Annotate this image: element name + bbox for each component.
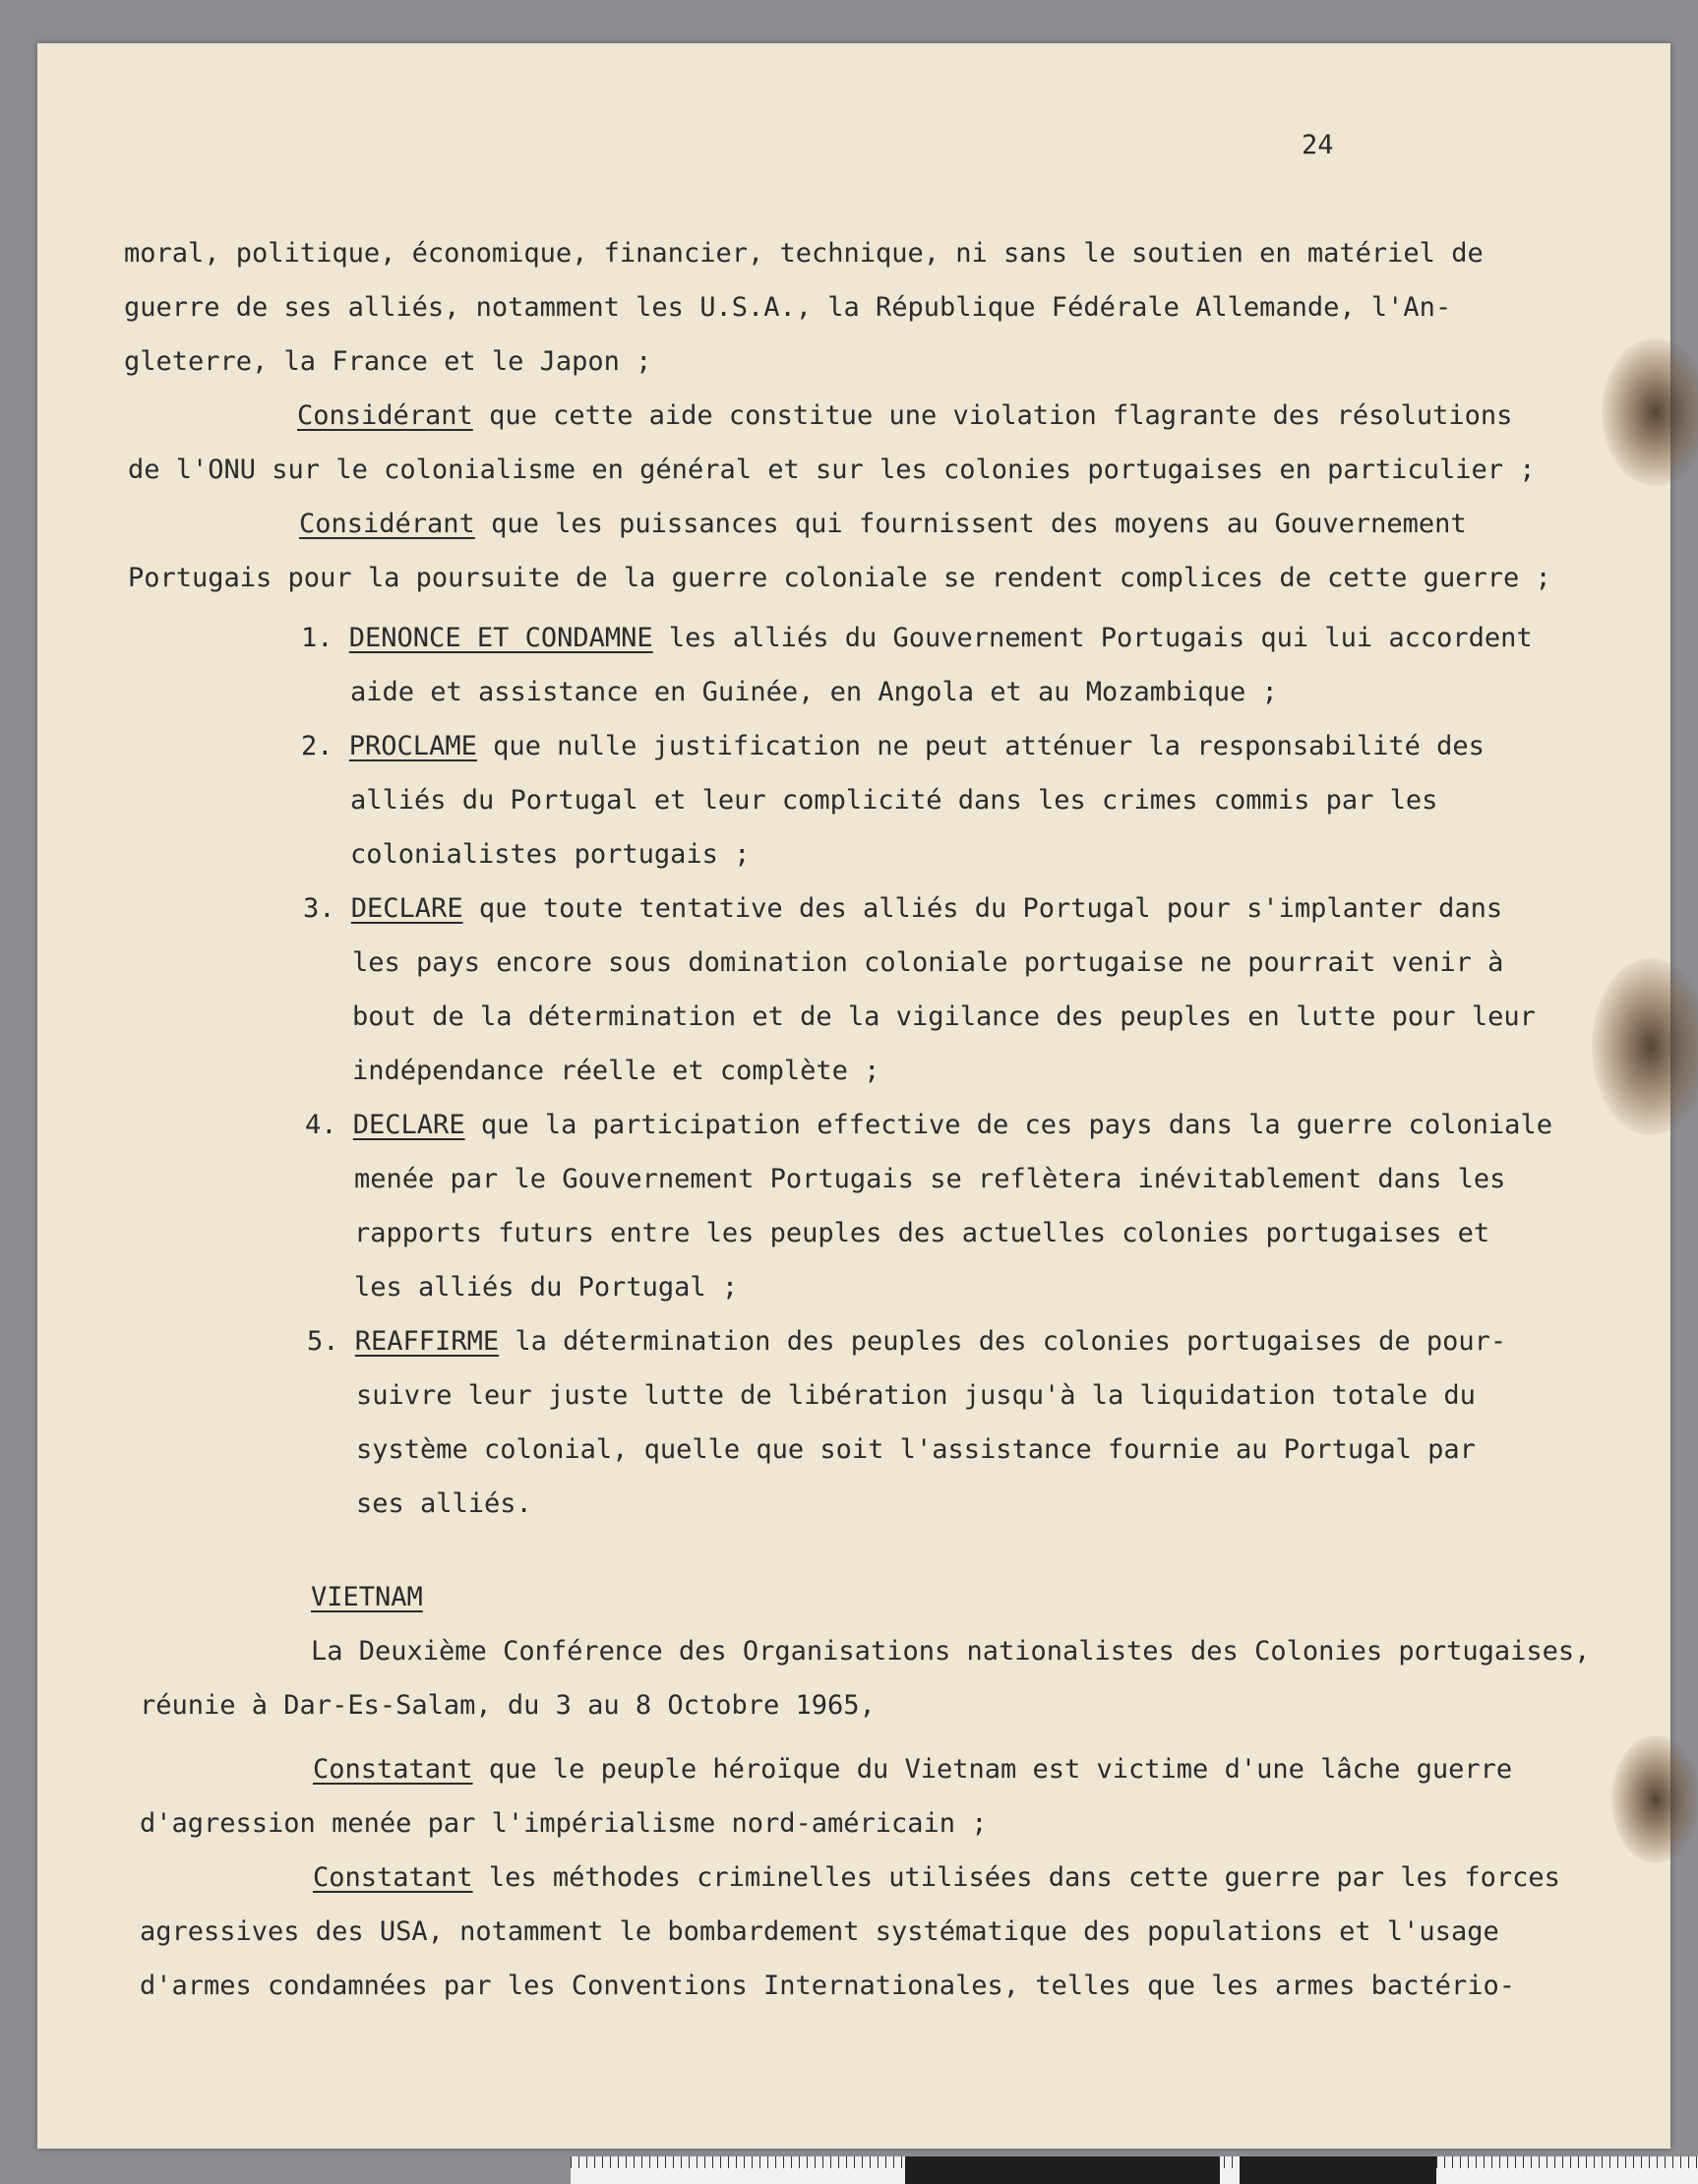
underlined-term: PROCLAME — [348, 731, 477, 761]
underlined-term: Considérant — [299, 509, 475, 539]
text-segment: système colonial, quelle que soit l'assistance fournie au Portugal par — [356, 1434, 1476, 1465]
text-segment: rapports futurs entre les peuples des actuelles colonies portugaises et — [354, 1218, 1490, 1248]
text-line — [354, 1219, 1489, 1248]
text-line — [313, 1755, 1512, 1785]
underlined-term: Considérant — [297, 400, 473, 431]
text-line — [303, 894, 1502, 924]
burn-mark — [1592, 958, 1698, 1135]
text-segment: de l'ONU sur le colonialisme en général et sur les colonies portugaises en particulier ; — [128, 455, 1536, 485]
text-line — [354, 1165, 1505, 1194]
underlined-term: DECLARE — [350, 893, 463, 924]
underlined-term: REAFFIRME — [354, 1326, 500, 1357]
text-line — [356, 1489, 532, 1519]
text-line — [350, 840, 750, 870]
text-segment: 5. — [307, 1326, 355, 1357]
text-segment: que cette aide constitue une violation flagrante des résolutions — [472, 400, 1513, 431]
ruler-segment — [905, 2156, 1220, 2184]
text-segment: moral, politique, économique, financier, technique, ni sans le soutien en matériel de — [124, 238, 1484, 269]
text-segment: que la participation effective de ces pays dans la guerre coloniale — [464, 1110, 1552, 1140]
burn-mark — [1611, 1735, 1698, 1863]
text-line — [307, 1327, 1506, 1357]
text-line — [124, 239, 1484, 269]
text-segment: réunie à Dar-Es-Salam, du 3 au 8 Octobre 1965, — [140, 1690, 876, 1721]
text-segment: que le peuple héroïque du Vietnam est victime d'une lâche guerre — [472, 1754, 1513, 1785]
text-line — [124, 347, 651, 377]
text-segment: 2. — [301, 731, 349, 761]
text-line — [301, 732, 1485, 761]
text-segment: les méthodes criminelles utilisées dans cette guerre par les forces — [472, 1862, 1560, 1893]
text-line — [140, 1972, 1515, 2001]
underlined-term: DENONCE ET CONDAMNE — [348, 623, 653, 653]
text-line — [301, 624, 1533, 653]
section-heading — [311, 1583, 423, 1612]
text-line — [352, 1002, 1536, 1032]
document-page — [37, 43, 1670, 2149]
burn-mark — [1602, 338, 1698, 486]
text-line — [124, 293, 1451, 323]
text-line — [352, 948, 1503, 978]
text-segment: 1. — [301, 623, 349, 653]
text-segment: gleterre, la France et le Japon ; — [124, 346, 652, 377]
text-segment: Portugais pour la poursuite de la guerre coloniale se rendent complices de cette guerre ; — [128, 563, 1551, 593]
ruler-segment — [1240, 2156, 1436, 2184]
text-line — [140, 1809, 988, 1839]
text-segment: guerre de ses alliés, notamment les U.S.A., la République Fédérale Allemande, l'An- — [124, 292, 1452, 323]
text-segment: La Deuxième Conférence des Organisations nationalistes des Colonies portugaises, — [311, 1636, 1591, 1667]
text-segment: aide et assistance en Guinée, en Angola et au Mozambique ; — [350, 677, 1278, 707]
underlined-term: Constatant — [313, 1754, 473, 1785]
text-segment: les pays encore sous domination coloniale portugaise ne pourrait venir à — [352, 947, 1504, 978]
text-line — [128, 455, 1535, 485]
text-segment: indépendance réelle et complète ; — [352, 1056, 880, 1086]
text-segment: d'armes condamnées par les Conventions Internationales, telles que les armes bactério- — [140, 1971, 1515, 2001]
text-line — [311, 1637, 1590, 1667]
text-line — [140, 1691, 876, 1721]
text-line — [305, 1111, 1552, 1140]
page-number: 24 — [1302, 130, 1334, 160]
text-segment: alliés du Portugal et leur complicité dans les crimes commis par les — [350, 785, 1438, 816]
text-line — [356, 1381, 1476, 1411]
text-line — [140, 1917, 1499, 1947]
text-line — [297, 401, 1512, 431]
text-segment: que les puissances qui fournissent des moyens au Gouvernement — [474, 509, 1467, 539]
text-segment: menée par le Gouvernement Portugais se reflètera inévitablement dans les — [354, 1164, 1506, 1194]
text-line — [356, 1435, 1476, 1465]
text-segment: d'agression menée par l'impérialisme nord-américain ; — [140, 1808, 988, 1839]
text-segment: les alliés du Gouvernement Portugais qui lui accordent — [652, 623, 1533, 653]
text-line — [352, 1057, 879, 1086]
text-segment: que toute tentative des alliés du Portugal pour s'implanter dans — [462, 893, 1503, 924]
underlined-term: Constatant — [313, 1862, 473, 1893]
text-segment: suivre leur juste lutte de libération jusqu'à la liquidation totale du — [356, 1380, 1476, 1411]
text-line — [299, 510, 1467, 539]
text-segment: agressives des USA, notamment le bombardement systématique des populations et l'usage — [140, 1916, 1499, 1947]
underlined-term: VIETNAM — [311, 1582, 423, 1612]
text-segment: 3. — [303, 893, 351, 924]
underlined-term: DECLARE — [352, 1110, 465, 1140]
text-segment: colonialistes portugais ; — [350, 839, 751, 870]
text-segment: les alliés du Portugal ; — [354, 1272, 739, 1303]
text-line — [350, 678, 1278, 707]
text-segment: 4. — [305, 1110, 353, 1140]
text-segment: bout de la détermination et de la vigilance des peuples en lutte pour leur — [352, 1001, 1536, 1032]
text-line — [313, 1863, 1560, 1893]
text-segment: la détermination des peuples des colonies portugaises de pour- — [499, 1326, 1507, 1357]
text-line — [354, 1273, 738, 1303]
text-segment: que nulle justification ne peut atténuer la responsabilité des — [476, 731, 1485, 761]
text-line — [350, 786, 1437, 816]
text-line — [128, 564, 1551, 593]
text-segment: ses alliés. — [356, 1488, 532, 1519]
